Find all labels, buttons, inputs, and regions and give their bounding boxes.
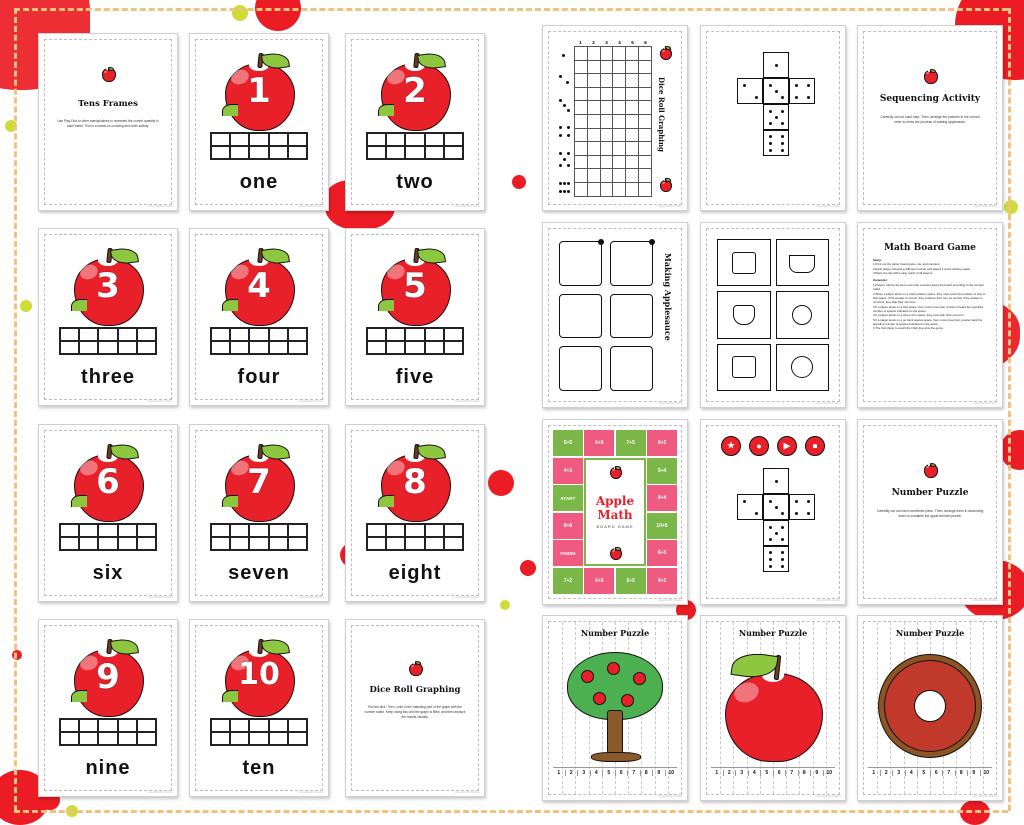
numeral: 2: [403, 71, 427, 112]
board-title-line2: Math: [597, 508, 633, 523]
ten-frame: [210, 523, 308, 551]
ten-frame: [366, 327, 464, 355]
puzzle-number: 7: [943, 770, 956, 776]
number-card-three[interactable]: [38, 228, 178, 406]
puzzle-number: 3: [893, 770, 906, 776]
col-header: 2: [592, 40, 595, 45]
puzzle-number: 4: [591, 770, 604, 776]
apple-icon: [217, 245, 301, 327]
puzzle-number: 1: [553, 770, 566, 776]
number-word: five: [395, 366, 435, 389]
puzzle-number: 10: [826, 770, 833, 776]
puzzle-number: 9: [968, 770, 981, 776]
number-word: two: [396, 171, 434, 194]
board-space: 6+3: [647, 540, 677, 566]
puzzle-title: Number Puzzle: [738, 628, 808, 638]
board-subtitle: BOARD GAME: [596, 524, 634, 530]
number-puzzle-info-card[interactable]: [857, 419, 1003, 605]
puzzle-number: 3: [736, 770, 749, 776]
apple-icon: [217, 636, 301, 718]
col-header: 3: [605, 40, 608, 45]
apple-icon: [217, 50, 301, 132]
rules-step: 1.Players roll the die and move their counters along the board according to the number rolled.: [873, 282, 984, 292]
making-applesauce-sheet[interactable]: [542, 222, 688, 408]
number-word: nine: [85, 757, 131, 780]
apple-icon: [609, 466, 621, 478]
board-space: 9+2: [647, 430, 677, 456]
card-body: Use Play-Doh or other manipulatives to represent the correct quantity in each frame. This is a hands-on counting and math activity.: [57, 118, 159, 128]
copyright: ©AppleMathPrintables: [815, 205, 841, 208]
counter-square: ■: [805, 436, 825, 456]
puzzle-number: 6: [774, 770, 787, 776]
puzzle-number: 10: [668, 770, 675, 776]
copyright: ©AppleMathPrintables: [298, 205, 324, 208]
apple-icon: [217, 441, 301, 523]
board-space: 4+3: [553, 458, 583, 484]
rules-heading: Setup:: [873, 258, 882, 262]
puzzle-number: 5: [603, 770, 616, 776]
board-title-line1: Apple: [595, 494, 635, 509]
apple-icon: [659, 46, 671, 58]
apple-icon: [101, 66, 115, 80]
number-card-four[interactable]: [189, 228, 329, 406]
number-word: ten: [242, 757, 276, 780]
puzzle-number: 4: [749, 770, 762, 776]
number-puzzle-apple-sheet[interactable]: [700, 615, 846, 801]
tens-frames-intro-card[interactable]: [38, 33, 178, 211]
copyright: ©AppleMathPrintables: [454, 791, 480, 794]
card-title: Dice Roll Graphing: [369, 685, 461, 696]
card-title: Sequencing Activity: [879, 93, 981, 104]
picture-cards: [717, 239, 829, 391]
apple-icon: [659, 178, 671, 190]
copyright: ©AppleMathPrintables: [298, 791, 324, 794]
apple-icon: [609, 546, 621, 558]
apple-icon: [408, 660, 422, 674]
numeral: 8: [403, 462, 427, 503]
ten-frame: [59, 327, 157, 355]
copyright: ©AppleMathPrintables: [657, 795, 683, 798]
number-puzzle-apple-donut-sheet[interactable]: [857, 615, 1003, 801]
math-board-game-rules-sheet[interactable]: [857, 222, 1003, 408]
number-word: six: [92, 562, 124, 585]
apple-icon: [923, 462, 937, 476]
copyright: ©AppleMathPrintables: [972, 599, 998, 602]
rules-step: 5.If a player lands on a go back spaces space, they must move their counter back the specified number of spaces indicated on the space.: [873, 317, 983, 327]
rules-step: 6.The first player to reach the finish line wins the game.: [873, 326, 944, 331]
apple-icon: [373, 50, 457, 132]
rules-heading: Gameplay:: [873, 278, 888, 283]
board-start-space: START: [553, 485, 583, 511]
apple-icon: [66, 636, 150, 718]
board-space: 7+5: [616, 430, 646, 456]
copyright: ©AppleMathPrintables: [972, 205, 998, 208]
counters-row: [721, 436, 825, 456]
apple-donut-illustration: [878, 654, 982, 758]
dice-net: [733, 468, 825, 588]
copyright: ©AppleMathPrintables: [657, 599, 683, 602]
apple-icon: [66, 441, 150, 523]
puzzle-title: Number Puzzle: [895, 628, 965, 638]
apple-illustration: [719, 648, 827, 762]
rules-step: 2.When a player lands on a math problem space, they must solve the problem to stay in that space. If the answer is correct, they continue their turn as normal. If the answer is incorrect, they skip their next turn.: [873, 291, 986, 305]
puzzle-number: 9: [811, 770, 824, 776]
board-grid: [553, 430, 677, 594]
puzzle-number: 2: [724, 770, 737, 776]
apple-icon: [373, 441, 457, 523]
number-card-two[interactable]: [345, 33, 485, 211]
copyright: ©AppleMathPrintables: [815, 402, 841, 405]
rules-title: Math Board Game: [883, 243, 976, 253]
dice-net: [733, 52, 825, 182]
rules-step: 3.Place the die within easy reach of all players.: [873, 271, 934, 276]
number-word: eight: [388, 562, 442, 585]
board-space: 6+5: [584, 430, 614, 456]
counter-triangle: ▶: [777, 436, 797, 456]
numeral: 4: [247, 266, 271, 307]
dice-face-column: [556, 46, 574, 197]
col-header: 1: [579, 40, 582, 45]
puzzle-title: Number Puzzle: [580, 628, 650, 638]
numeral: 6: [96, 462, 120, 503]
board-space: 10+5: [647, 513, 677, 539]
graph-table: [556, 40, 652, 197]
rules-step: 4.If a player lands on a lose a turn space, they must skip their next turn.: [873, 313, 965, 318]
card-body: Roll the dice. Then, color in the matching part of the graph with the number rolled. Keep doing this until the graph is filled, and then analyze the results visually.: [364, 704, 466, 719]
copyright: ©AppleMathPrintables: [972, 795, 998, 798]
counter-circle: ●: [749, 436, 769, 456]
sheet-title: Making Applesauce: [663, 253, 673, 341]
apple-math-board-game-sheet[interactable]: [542, 419, 688, 605]
counters-and-dice-net-sheet[interactable]: [700, 419, 846, 605]
puzzle-number: 8: [956, 770, 969, 776]
ten-frame: [59, 523, 157, 551]
puzzle-number: 1: [868, 770, 881, 776]
number-card-eight[interactable]: [345, 424, 485, 602]
number-card-five[interactable]: [345, 228, 485, 406]
numeral: 9: [96, 657, 120, 698]
ten-frame: [210, 718, 308, 746]
board-space: 8+6: [553, 513, 583, 539]
ten-frame: [366, 523, 464, 551]
number-word: four: [237, 366, 281, 389]
apple-icon: [66, 245, 150, 327]
dice-net-sheet-top[interactable]: [700, 25, 846, 211]
ten-frame: [210, 327, 308, 355]
card-body: Carefully cut out each step. Then, arrange the pictures in the correct order to show the process of making applesauce.: [880, 114, 980, 124]
copyright: ©AppleMathPrintables: [454, 205, 480, 208]
puzzle-number: 8: [641, 770, 654, 776]
sequencing-activity-card[interactable]: [857, 25, 1003, 211]
puzzle-number: 8: [799, 770, 812, 776]
puzzle-number-strip: [868, 767, 992, 776]
number-card-nine[interactable]: [38, 619, 178, 797]
numeral: 3: [96, 266, 120, 307]
numeral: 1: [247, 71, 271, 112]
col-header: 6: [644, 40, 647, 45]
puzzle-number: 6: [931, 770, 944, 776]
copyright: ©AppleMathPrintables: [147, 791, 173, 794]
board-space: 9+2: [647, 568, 677, 594]
copyright: ©AppleMathPrintables: [147, 205, 173, 208]
numeral: 7: [247, 462, 271, 503]
ten-frame: [210, 132, 308, 160]
apple-icon: [923, 68, 937, 82]
counter-star: ★: [721, 436, 741, 456]
copyright: ©AppleMathPrintables: [815, 795, 841, 798]
ten-frame: [59, 718, 157, 746]
copyright: ©AppleMathPrintables: [454, 596, 480, 599]
puzzle-number: 6: [616, 770, 629, 776]
puzzle-number-strip: [553, 767, 677, 776]
copyright: ©AppleMathPrintables: [298, 596, 324, 599]
copyright: ©AppleMathPrintables: [454, 400, 480, 403]
board-space: 5+5: [553, 430, 583, 456]
puzzle-number: 7: [786, 770, 799, 776]
board-space: 8+4: [647, 485, 677, 511]
copyright: ©AppleMathPrintables: [147, 596, 173, 599]
card-body: Carefully cut out each numbered piece. Then, arrange them in ascending order to complete the apple-themed puzzle.: [876, 508, 984, 518]
numeral: 5: [403, 266, 427, 307]
ten-frame: [366, 132, 464, 160]
rules-step: 2.Each player chooses a different counter and places it at the starting space.: [873, 266, 971, 271]
puzzle-number: 7: [628, 770, 641, 776]
puzzle-number: 5: [918, 770, 931, 776]
puzzle-number: 10: [983, 770, 990, 776]
number-card-ten[interactable]: [189, 619, 329, 797]
number-word: three: [81, 366, 135, 389]
puzzle-number: 3: [578, 770, 591, 776]
copyright: ©AppleMathPrintables: [147, 400, 173, 403]
number-word: one: [239, 171, 279, 194]
step-boxes: [559, 241, 653, 391]
card-title: Tens Frames: [78, 99, 138, 110]
copyright: ©AppleMathPrintables: [815, 599, 841, 602]
puzzle-number: 2: [881, 770, 894, 776]
dice-roll-graph-sheet[interactable]: [542, 25, 688, 211]
apple-tree-illustration: [563, 652, 667, 762]
puzzle-number-strip: [711, 767, 835, 776]
col-header: 5: [631, 40, 634, 45]
number-puzzle-apple-tree-sheet[interactable]: [542, 615, 688, 801]
col-header: 4: [618, 40, 621, 45]
copyright: ©AppleMathPrintables: [298, 400, 324, 403]
copyright: ©AppleMathPrintables: [972, 402, 998, 405]
puzzle-number: 4: [906, 770, 919, 776]
rules-step: 3.If a player lands on a skip space, they must move their counter forward the specified number of spaces indicated on the space.: [873, 304, 984, 313]
number-word: seven: [228, 562, 290, 585]
sheet-title: Dice Roll Graphing: [657, 76, 666, 152]
puzzle-number: 2: [566, 770, 579, 776]
puzzle-number: 5: [761, 770, 774, 776]
copyright: ©AppleMathPrintables: [657, 402, 683, 405]
puzzle-number: 9: [653, 770, 666, 776]
board-space: 6+5: [584, 568, 614, 594]
sequencing-pictures-sheet[interactable]: [700, 222, 846, 408]
numeral: 10: [238, 657, 280, 693]
number-card-one[interactable]: [189, 33, 329, 211]
dice-roll-graphing-info-card[interactable]: [345, 619, 485, 797]
number-card-six[interactable]: [38, 424, 178, 602]
board-space: 5+4: [647, 458, 677, 484]
copyright: ©AppleMathPrintables: [657, 205, 683, 208]
board-finish-space: FINISH: [553, 540, 583, 566]
board-space: 7+2: [553, 568, 583, 594]
number-card-seven[interactable]: [189, 424, 329, 602]
puzzle-number: 1: [711, 770, 724, 776]
card-title: Number Puzzle: [891, 487, 969, 498]
board-space: 5+5: [616, 568, 646, 594]
apple-icon: [373, 245, 457, 327]
rules-step: 1.Print out the winter board game, die, and counters.: [873, 262, 941, 267]
